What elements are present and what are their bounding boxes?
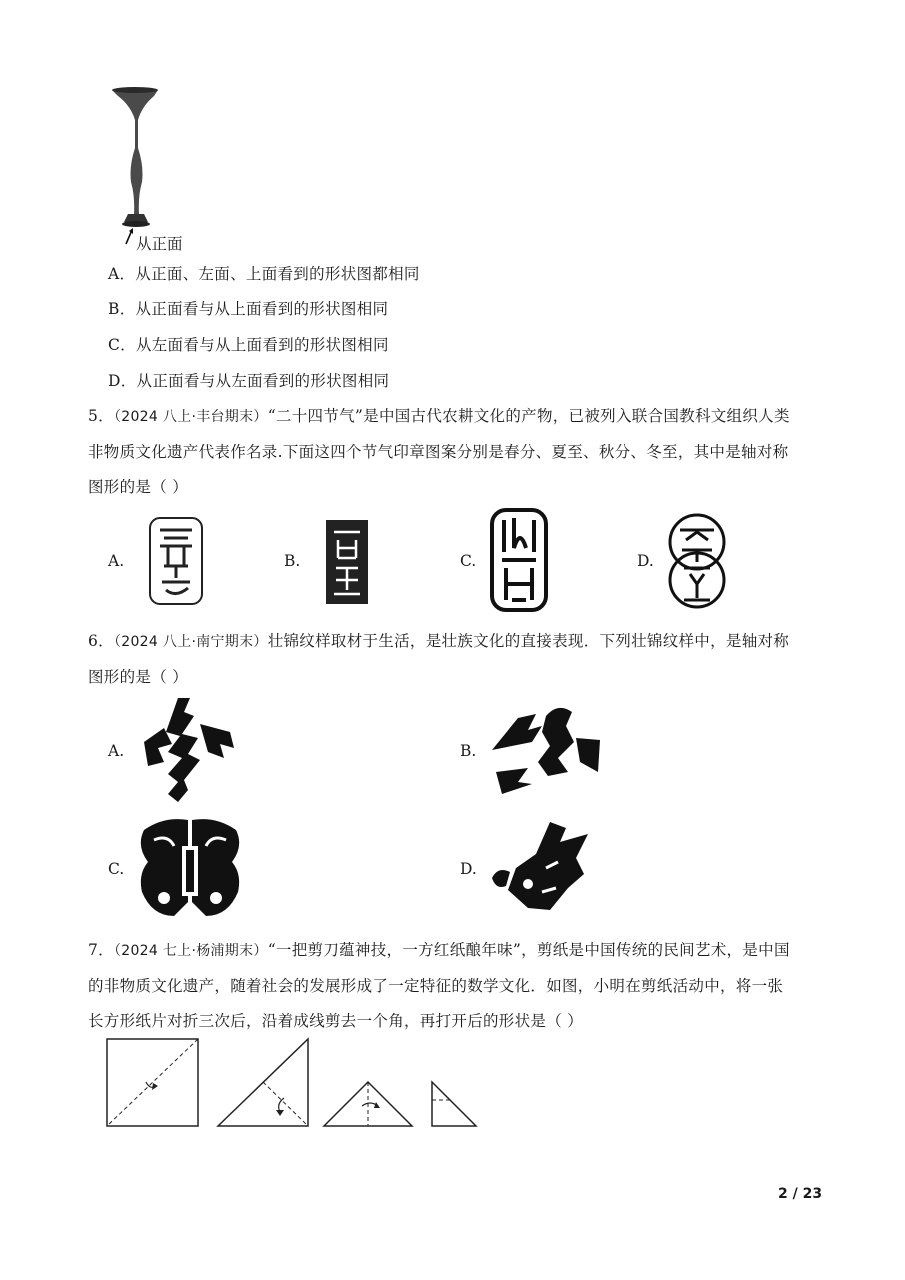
page-number: 2 / 23 xyxy=(778,1186,823,1202)
figure-caption: 从正面 xyxy=(136,235,183,253)
q4-option-b: B．从正面看与从上面看到的形状图相同 xyxy=(108,300,389,318)
zhuang-pattern-b-icon xyxy=(488,702,604,798)
fold-step-3-triangle xyxy=(322,1080,414,1128)
q5-option-b-label: B. xyxy=(284,552,301,570)
q6-line-2: 图形的是（ ） xyxy=(88,668,189,686)
q5-line-2: 非物质文化遗产代表作名录.下面这四个节气印章图案分别是春分、夏至、秋分、冬至，其中是轴对称 xyxy=(88,443,789,461)
q6-source: （2024 八上·南宁期末） xyxy=(113,634,268,650)
q7-source: （2024 七上·杨浦期末） xyxy=(113,943,268,959)
q4-option-a: A．从正面、左面、上面看到的形状图都相同 xyxy=(108,265,420,283)
q6-line-1: 6．（2024 八上·南宁期末）壮锦纹样取材于生活，是壮族文化的直接表现．下列壮锦纹样中，是轴对称 xyxy=(88,632,790,650)
q5-option-c-label: C. xyxy=(460,552,477,570)
q6-option-c-label: C. xyxy=(108,860,125,878)
zhuang-pattern-a-icon xyxy=(138,694,238,804)
fold-step-4-cut-triangle xyxy=(430,1080,478,1128)
q7-line-1: 7．（2024 七上·杨浦期末）“一把剪刀蕴神技，一方红纸酿年味”，剪纸是中国传统的民间艺术，是中国 xyxy=(88,941,790,959)
q5-line-3: 图形的是（ ） xyxy=(88,478,189,496)
fold-step-2-triangle xyxy=(216,1038,310,1128)
q7-line-3: 长方形纸片对折三次后，沿着成线剪去一个角，再打开后的形状是（ ） xyxy=(88,1012,584,1030)
q7-line-2: 的非物质文化遗产，随着社会的发展形成了一定特征的数学文化．如图，小明在剪纸活动中，将一张 xyxy=(88,977,784,995)
q5-option-d-label: D. xyxy=(637,552,654,570)
zhuang-pattern-d-icon xyxy=(488,818,596,918)
q5-option-a-label: A. xyxy=(108,552,125,570)
q5-source: （2024 八上·丰台期末） xyxy=(113,409,268,425)
seal-dongzhi-icon xyxy=(666,512,728,608)
q6-option-a-label: A. xyxy=(108,742,125,760)
q5-line-1: 5．（2024 八上·丰台期末）“二十四节气”是中国古代农耕文化的产物，已被列入联合国教科文组织人类 xyxy=(88,407,790,425)
zhuang-pattern-c-icon xyxy=(134,816,246,924)
vase-figure xyxy=(108,86,168,246)
q4-option-d: D．从正面看与从左面看到的形状图相同 xyxy=(108,372,390,390)
q4-option-c: C．从左面看与从上面看到的形状图相同 xyxy=(108,336,389,354)
seal-chunfen-icon xyxy=(148,516,204,606)
q6-option-d-label: D. xyxy=(460,860,477,878)
fold-step-1-square xyxy=(106,1038,200,1128)
seal-xiazhi-icon xyxy=(324,518,370,606)
seal-qiufen-icon xyxy=(490,508,548,612)
q6-option-b-label: B. xyxy=(460,742,477,760)
